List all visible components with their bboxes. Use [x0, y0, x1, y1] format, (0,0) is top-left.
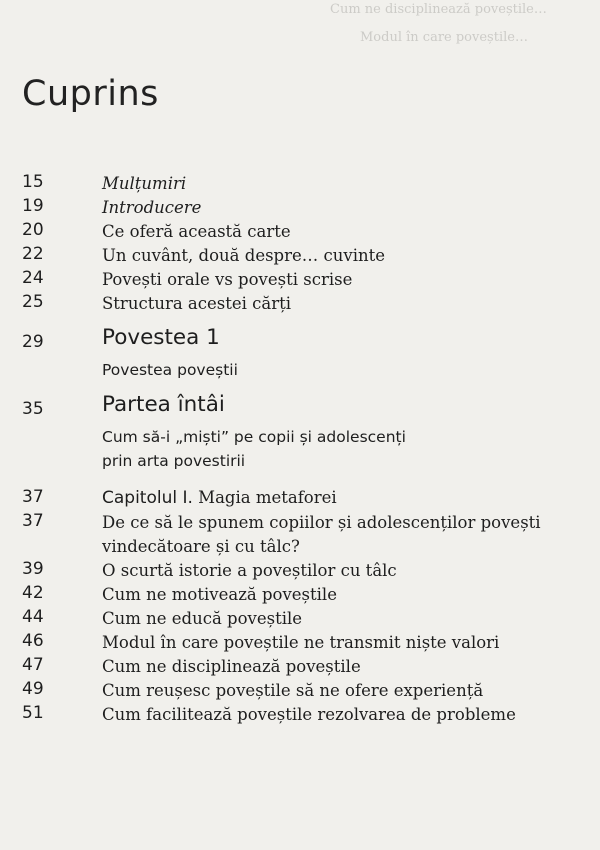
toc-entry-title: Cum facilitează poveștile rezolvarea de probleme — [102, 705, 516, 724]
toc-entry-title: Modul în care poveștile ne transmit niște valori — [102, 633, 500, 652]
bleed-line: Modul în care poveștile… — [360, 30, 528, 45]
toc-section-subtitle: prin arta povestirii — [102, 452, 246, 470]
toc-entry-title: O scurtă istorie a poveștilor cu tâlc — [102, 561, 397, 580]
toc-entry-title: Cum ne educă poveștile — [102, 609, 303, 628]
toc-entry-title: Cum reușesc poveștile să ne ofere experiență — [102, 681, 484, 700]
toc-entry-title: Introducere — [102, 198, 202, 217]
toc-entry-title: Povești orale vs povești scrise — [102, 270, 353, 289]
toc-entry-title: Un cuvânt, două despre… cuvinte — [102, 246, 385, 265]
toc-page-number: 35 — [22, 399, 44, 419]
toc-page-number: 47 — [22, 655, 44, 675]
toc-page-number: 15 — [22, 172, 44, 192]
toc-entry-title: Cum ne disciplinează poveștile — [102, 657, 361, 676]
toc-entry-title: Structura acestei cărți — [102, 294, 292, 313]
toc-page-number: 51 — [22, 703, 44, 723]
toc-section-heading: Povestea 1 — [102, 325, 220, 350]
page-title: Cuprins — [22, 74, 159, 114]
toc-page-number: 24 — [22, 268, 44, 288]
toc-page-number: 37 — [22, 487, 44, 507]
toc-entry-title: Mulțumiri — [102, 174, 187, 193]
bleed-line: Cum ne disciplinează poveștile… — [330, 2, 547, 17]
toc-page-number: 42 — [22, 583, 44, 603]
toc-page-number: 46 — [22, 631, 44, 651]
toc-entry-title-cont: vindecătoare și cu tâlc? — [102, 537, 300, 556]
toc-page-number: 44 — [22, 607, 44, 627]
toc-page-number: 25 — [22, 292, 44, 312]
toc-section-subtitle: Cum să-i „miști” pe copii și adolescenți — [102, 428, 406, 446]
toc-entry-title: De ce să le spunem copiilor și adolescenților povești — [102, 513, 541, 532]
toc-chapter-heading — [102, 486, 572, 510]
toc-entry-title: Cum ne motivează poveștile — [102, 585, 337, 604]
toc-page-number: 19 — [22, 196, 44, 216]
chapter-title: Magia metaforei — [198, 488, 337, 507]
toc-page-number: 39 — [22, 559, 44, 579]
toc-page-number: 29 — [22, 332, 44, 352]
toc-page-number: 37 — [22, 511, 44, 531]
toc-page-number: 20 — [22, 220, 44, 240]
toc-page-number: 22 — [22, 244, 44, 264]
chapter-label: Capitolul I. — [102, 488, 193, 508]
toc-section-heading: Partea întâi — [102, 392, 225, 417]
toc-page-number: 49 — [22, 679, 44, 699]
toc-entry-title: Ce oferă această carte — [102, 222, 291, 241]
toc-section-subtitle: Povestea poveștii — [102, 361, 238, 379]
